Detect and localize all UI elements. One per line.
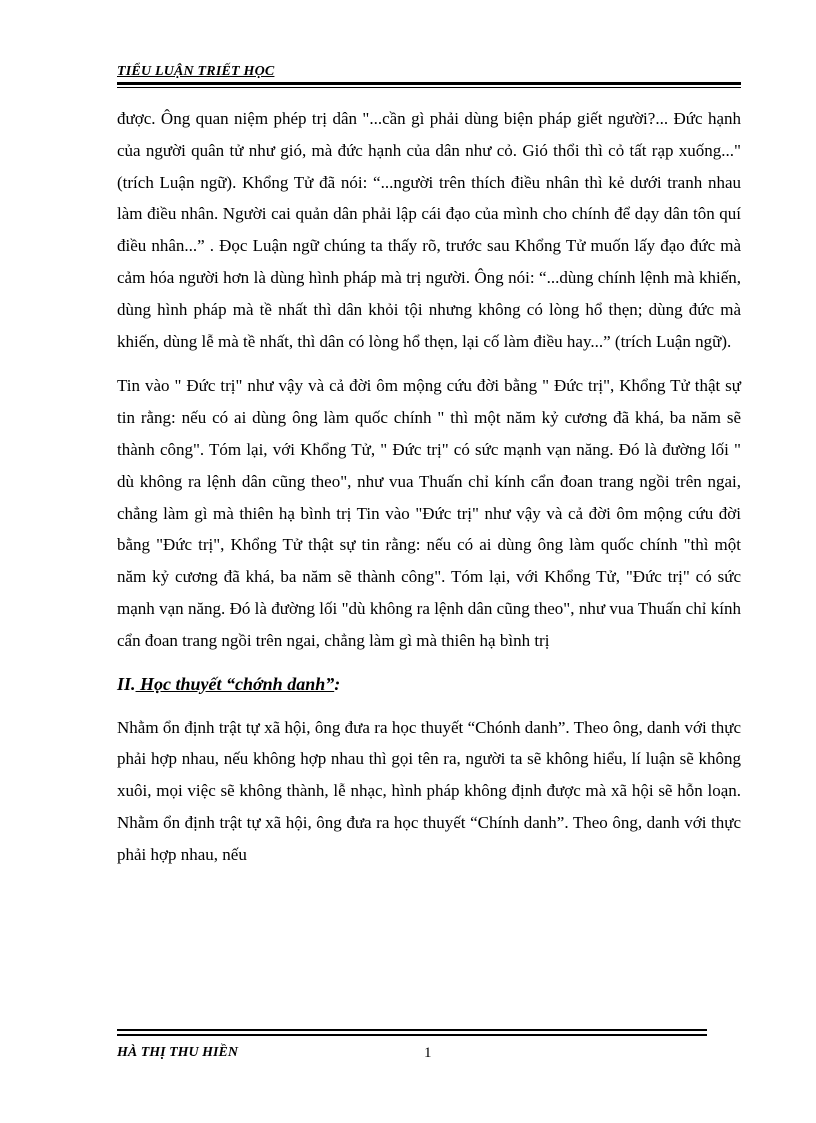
section-colon: : — [334, 673, 341, 694]
page-number: 1 — [424, 1045, 432, 1061]
header-rule-thick — [117, 82, 741, 85]
section-title: Học thuyết “chớnh danh” — [135, 673, 335, 694]
paragraph-3: Nhằm ổn định trật tự xã hội, ông đưa ra học thuyết “Chónh danh”. Theo ông, danh với thực phải hợp nhau, nếu không hợp nhau thì gọi tên ra, người ta sẽ không hiểu, lí luận sẽ không xuôi, mọi việc sẽ không thành, lễ nhạc, hình pháp không định được mà xã hội sẽ hỗn loạn. Nhằm ổn định trật tự xã hội, ông đưa ra học thuyết “Chính danh”. Theo ông, danh với thực phải hợp nhau, nếu — [117, 717, 741, 864]
section-number: II. — [117, 673, 136, 694]
header-rule-thin — [117, 87, 741, 88]
paragraph-2: Tin vào " Đức trị" như vậy và cả đời ôm mộng cứu đời bằng " Đức trị", Khổng Tử thật sự tin rằng: nếu có ai dùng ông làm quốc chính " thì một năm kỷ cương đã khá, ba năm sẽ thành công". Tóm lại, với Khổng Tử, " Đức trị" có sức mạnh vạn năng. Đó là đường lối " dù không ra lệnh dân cũng theo", như vua Thuấn chỉ kính cẩn đoan trang ngồi trên ngai, chẳng làm gì mà thiên hạ bình trị Tin vào "Đức trị" như vậy và cả đời ôm mộng cứu đời bằng "Đức trị", Khổng Tử thật sự tin rằng: nếu có ai dùng ông làm quốc chính "thì một năm kỷ cương đã khá, ba năm sẽ thành công". Tóm lại, với Khổng Tử, "Đức trị" có sức mạnh vạn năng. Đó là đường lối "dù không ra lệnh dân cũng theo", như vua Thuấn chỉ kính cẩn đoan trang ngồi trên ngai, chẳng làm gì mà thiên hạ bình trị — [117, 376, 741, 650]
header-title: TIỂU LUẬN TRIẾT HỌC — [117, 64, 275, 79]
footer-rule-top — [117, 1029, 707, 1031]
footer-rule-bottom — [117, 1034, 707, 1036]
section-heading — [117, 669, 741, 699]
paragraph-1: được. Ông quan niệm phép trị dân "...cần gì phải dùng biện pháp giết người?... Đức hạnh của người quân tử như gió, mà đức hạnh của dân như cỏ. Gió thổi thì cỏ tất rạp xuống..." (trích Luận ngữ). Khổng Tử đã nói: “...người trên thích điều nhân thì kẻ dưới tranh nhau làm điều nhân. Người cai quản dân phải lập cái đạo của mình cho chính để dạy dân tôn quí điều nhân...” . Đọc Luận ngữ chúng ta thấy rõ, trước sau Khổng Tử muốn lấy đạo đức mà cảm hóa người hơn là dùng hình pháp mà trị người. Ông nói: “...dùng chính lệnh mà khiến, dùng hình pháp mà tề nhất thì dân khỏi tội nhưng không có lòng hổ thẹn; dùng đức mà khiến, dùng lễ mà tề nhất, thì dân có lòng hổ thẹn, lại cố làm điều hay...” (trích Luận ngữ). — [117, 109, 741, 351]
body-text — [117, 103, 741, 871]
footer-author: HÀ THỊ THU HIỀN — [117, 1045, 238, 1060]
